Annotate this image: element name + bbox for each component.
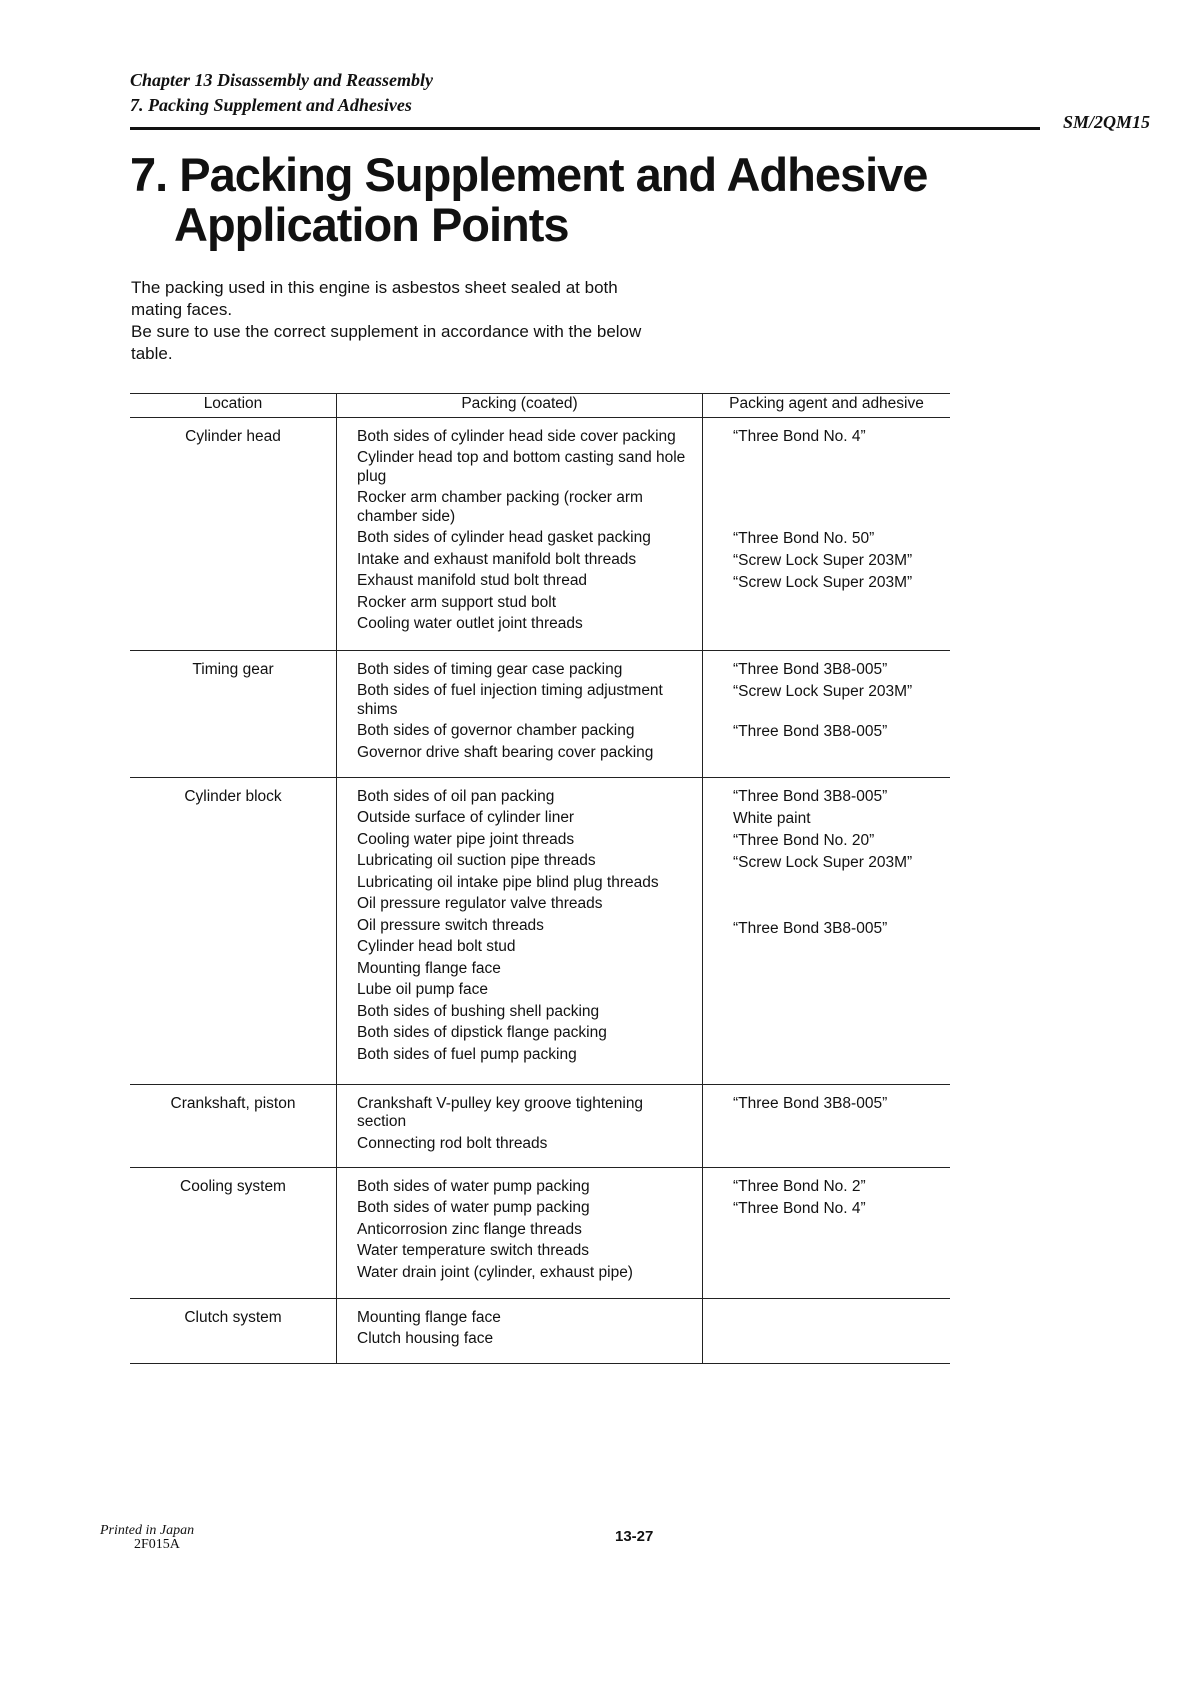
agent-value: “Three Bond 3B8-005” xyxy=(733,787,888,805)
title-line-2: Application Points xyxy=(174,198,569,251)
packing-items-cell xyxy=(337,1167,703,1298)
agent-value xyxy=(733,1331,944,1350)
agent-value: “Three Bond 3B8-005” xyxy=(733,1094,888,1112)
packing-item: Both sides of cylinder head side cover packing xyxy=(357,427,676,445)
agent-value xyxy=(733,1008,944,1027)
packing-item: Both sides of water pump packing xyxy=(357,1177,590,1195)
col-header-location: Location xyxy=(130,394,337,418)
agent-value: “Screw Lock Super 203M” xyxy=(733,573,913,591)
agent-value: “Three Bond No. 4” xyxy=(733,1199,866,1217)
location-cell xyxy=(130,1298,337,1363)
packing-item: Water temperature switch threads xyxy=(357,1242,590,1259)
packing-item: Both sides of water pump packing xyxy=(357,1199,590,1216)
agent-value: “Three Bond No. 2” xyxy=(733,1177,866,1195)
location-cell xyxy=(130,417,337,650)
packing-item: Both sides of governor chamber packing xyxy=(357,722,635,739)
location-label: Cylinder block xyxy=(184,787,282,805)
location-label: Timing gear xyxy=(192,660,274,678)
agent-value: White paint xyxy=(733,809,811,827)
agent-value xyxy=(733,745,944,764)
agent-cell xyxy=(703,417,951,650)
intro-paragraph-2: Be sure to use the correct supplement in accordance with the below table. xyxy=(131,322,642,363)
packing-item: Both sides of oil pan packing xyxy=(357,787,555,805)
agent-value: “Screw Lock Super 203M” xyxy=(733,551,913,569)
packing-item: Intake and exhaust manifold bolt threads xyxy=(357,550,637,568)
document-code: 2F015A xyxy=(134,1537,180,1552)
printed-in-japan: Printed in Japan xyxy=(100,1523,195,1538)
packing-item: Rocker arm chamber packing (rocker arm chamber side) xyxy=(357,489,643,525)
agent-value xyxy=(733,596,944,615)
chapter-title: Chapter 13 Disassembly and Reassembly xyxy=(130,70,434,90)
packing-item: Water drain joint (cylinder, exhaust pipe) xyxy=(357,1263,633,1281)
header-rule xyxy=(130,127,1040,130)
intro-text xyxy=(131,277,651,365)
packing-item: Governor drive shaft bearing cover packing xyxy=(357,743,654,761)
table-row xyxy=(130,1084,950,1167)
packing-item: Both sides of fuel injection timing adjustment shims xyxy=(357,682,663,718)
agent-value: “Three Bond 3B8-005” xyxy=(733,919,888,937)
packing-item: Both sides of bushing shell packing xyxy=(357,1002,600,1020)
packing-item: Exhaust manifold stud bolt thread xyxy=(357,572,588,589)
section-title: 7. Packing Supplement and Adhesives xyxy=(130,95,412,115)
table-header-row xyxy=(130,394,950,418)
title-line-1: 7. Packing Supplement and Adhesive xyxy=(130,148,928,201)
table-row xyxy=(130,650,950,777)
agent-value xyxy=(733,986,944,1005)
table-row xyxy=(130,777,950,1084)
location-label: Cooling system xyxy=(180,1177,286,1195)
location-cell xyxy=(130,650,337,777)
packing-item: Cooling water outlet joint threads xyxy=(357,615,583,632)
agent-value: “Three Bond 3B8-005” xyxy=(733,722,888,740)
packing-item: Crankshaft V-pulley key groove tightening section xyxy=(357,1094,644,1130)
print-info xyxy=(100,1524,194,1552)
agent-value xyxy=(733,1266,944,1285)
location-cell xyxy=(130,1167,337,1298)
agent-value xyxy=(733,964,944,983)
location-label: Clutch system xyxy=(184,1308,282,1326)
packing-item: Cylinder head top and bottom casting sand hole plug xyxy=(357,449,686,485)
running-header xyxy=(130,68,433,118)
agent-value: “Three Bond No. 4” xyxy=(733,427,866,445)
agent-value: “Screw Lock Super 203M” xyxy=(733,682,913,700)
intro-paragraph-1: The packing used in this engine is asbestos sheet sealed at both mating faces. xyxy=(131,278,618,319)
table-row xyxy=(130,1298,950,1363)
agent-cell xyxy=(703,1298,951,1363)
col-header-agent: Packing agent and adhesive xyxy=(703,394,951,418)
table-row xyxy=(130,417,950,650)
agent-value xyxy=(733,1052,944,1071)
packing-item: Anticorrosion zinc flange threads xyxy=(357,1220,582,1238)
col-header-packing: Packing (coated) xyxy=(337,394,703,418)
agent-value xyxy=(733,898,944,917)
page-number: 13-27 xyxy=(615,1528,654,1545)
packing-item: Clutch housing face xyxy=(357,1330,494,1347)
location-cell xyxy=(130,1084,337,1167)
packing-item: Oil pressure regulator valve threads xyxy=(357,895,603,912)
agent-value xyxy=(733,490,944,527)
packing-item: Oil pressure switch threads xyxy=(357,916,544,934)
packing-item: Cylinder head bolt stud xyxy=(357,938,516,955)
agent-value xyxy=(733,618,944,637)
agent-value: “Three Bond No. 50” xyxy=(733,529,875,547)
packing-item: Cooling water pipe joint threads xyxy=(357,830,575,848)
packing-item: Connecting rod bolt threads xyxy=(357,1134,548,1152)
model-code: SM/2QM15 xyxy=(1062,112,1150,132)
packing-items-cell xyxy=(337,1298,703,1363)
packing-items-cell xyxy=(337,650,703,777)
packing-items-cell xyxy=(337,777,703,1084)
agent-cell xyxy=(703,1084,951,1167)
table-body xyxy=(130,417,950,1363)
packing-item: Outside surface of cylinder liner xyxy=(357,809,575,826)
agent-value: “Three Bond 3B8-005” xyxy=(733,660,888,678)
location-label: Crankshaft, piston xyxy=(170,1094,296,1112)
location-label: Cylinder head xyxy=(185,427,281,445)
agent-cell xyxy=(703,777,951,1084)
packing-item: Both sides of dipstick flange packing xyxy=(357,1024,607,1041)
page-title xyxy=(130,150,927,250)
agent-value: “Three Bond No. 20” xyxy=(733,831,875,849)
packing-item: Lube oil pump face xyxy=(357,981,488,998)
agent-value xyxy=(733,942,944,961)
packing-item: Both sides of cylinder head gasket packing xyxy=(357,529,651,546)
agent-value: “Screw Lock Super 203M” xyxy=(733,853,913,871)
agent-value xyxy=(733,1309,944,1328)
packing-item: Mounting flange face xyxy=(357,959,501,977)
packing-item: Lubricating oil intake pipe blind plug threads xyxy=(357,873,659,891)
packing-items-cell xyxy=(337,417,703,650)
agent-cell xyxy=(703,1167,951,1298)
packing-item: Lubricating oil suction pipe threads xyxy=(357,852,596,869)
packing-item: Mounting flange face xyxy=(357,1308,501,1326)
table-row xyxy=(130,1167,950,1298)
packing-item: Rocker arm support stud bolt xyxy=(357,593,557,611)
packing-items-cell xyxy=(337,1084,703,1167)
packing-table xyxy=(130,393,950,1364)
agent-value xyxy=(733,876,944,895)
agent-cell xyxy=(703,650,951,777)
location-cell xyxy=(130,777,337,1084)
agent-value xyxy=(733,1244,944,1263)
agent-value xyxy=(733,1222,944,1241)
agent-value xyxy=(733,1135,944,1154)
agent-value xyxy=(733,450,944,487)
packing-item: Both sides of timing gear case packing xyxy=(357,660,623,678)
agent-value xyxy=(733,1030,944,1049)
packing-item: Both sides of fuel pump packing xyxy=(357,1045,577,1063)
